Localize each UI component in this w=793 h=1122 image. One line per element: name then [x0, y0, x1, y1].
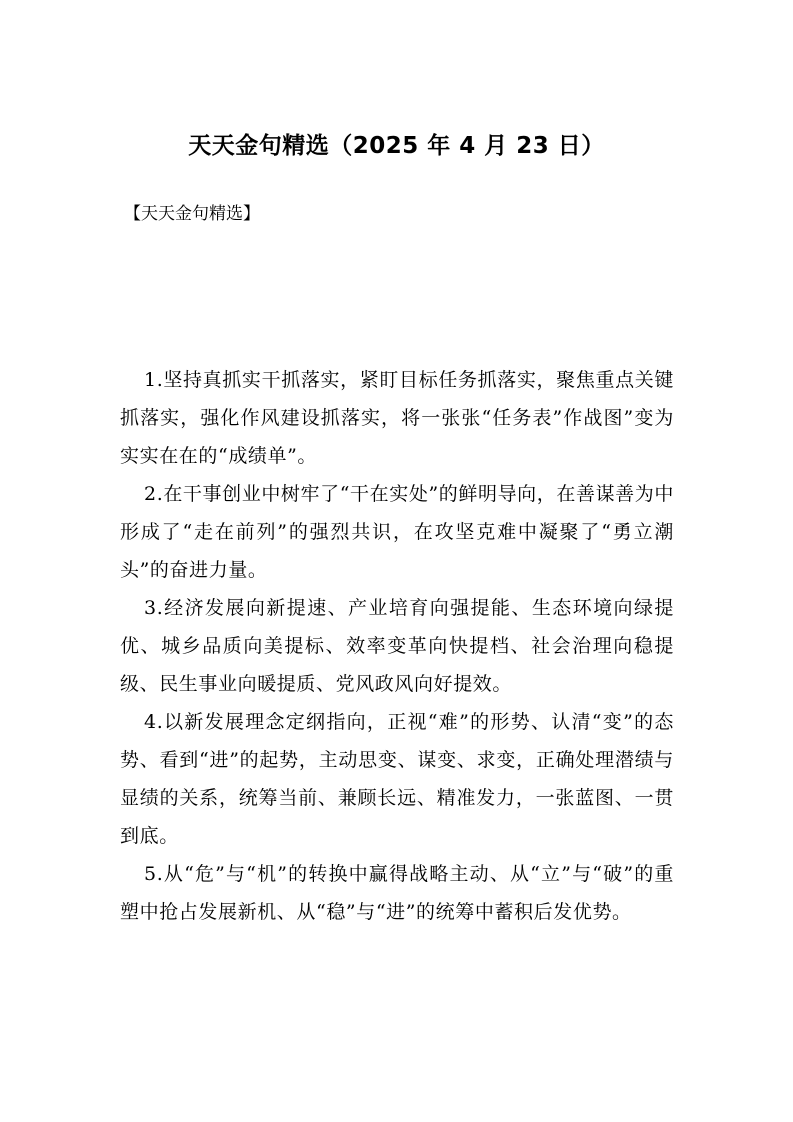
quote-paragraph-3: 3.经济发展向新提速、产业培育向强提能、生态环境向绿提优、城乡品质向美提标、效率变革向快提档、社会治理向稳提级、民生事业向暖提质、党风政风向好提效。 [120, 597, 674, 695]
section-label: 【天天金句精选】 [124, 204, 260, 224]
quote-paragraph-2: 2.在干事创业中树牢了“干在实处”的鲜明导向，在善谋善为中形成了“走在前列”的强烈共识，在攻坚克难中凝聚了“勇立潮头”的奋进力量。 [120, 483, 674, 581]
quote-paragraph-4: 4.以新发展理念定纲指向，正视“难”的形势、认清“变”的态势、看到“进”的起势，主动思变、谋变、求变，正确处理潜绩与显绩的关系，统筹当前、兼顾长远、精准发力，一张蓝图、一贯到底。 [120, 711, 674, 847]
quote-paragraph-5: 5.从“危”与“机”的转换中赢得战略主动、从“立”与“破”的重塑中抢占发展新机、从“稳”与“进”的统筹中蓄积后发优势。 [120, 863, 674, 923]
quote-paragraph-1: 1.坚持真抓实干抓落实，紧盯目标任务抓落实，聚焦重点关键抓落实，强化作风建设抓落实，将一张张“任务表”作战图”变为实实在在的“成绩单”。 [120, 369, 674, 467]
quote-list [120, 361, 674, 931]
document-title: 天天金句精选（2025 年 4 月 23 日） [188, 133, 605, 159]
